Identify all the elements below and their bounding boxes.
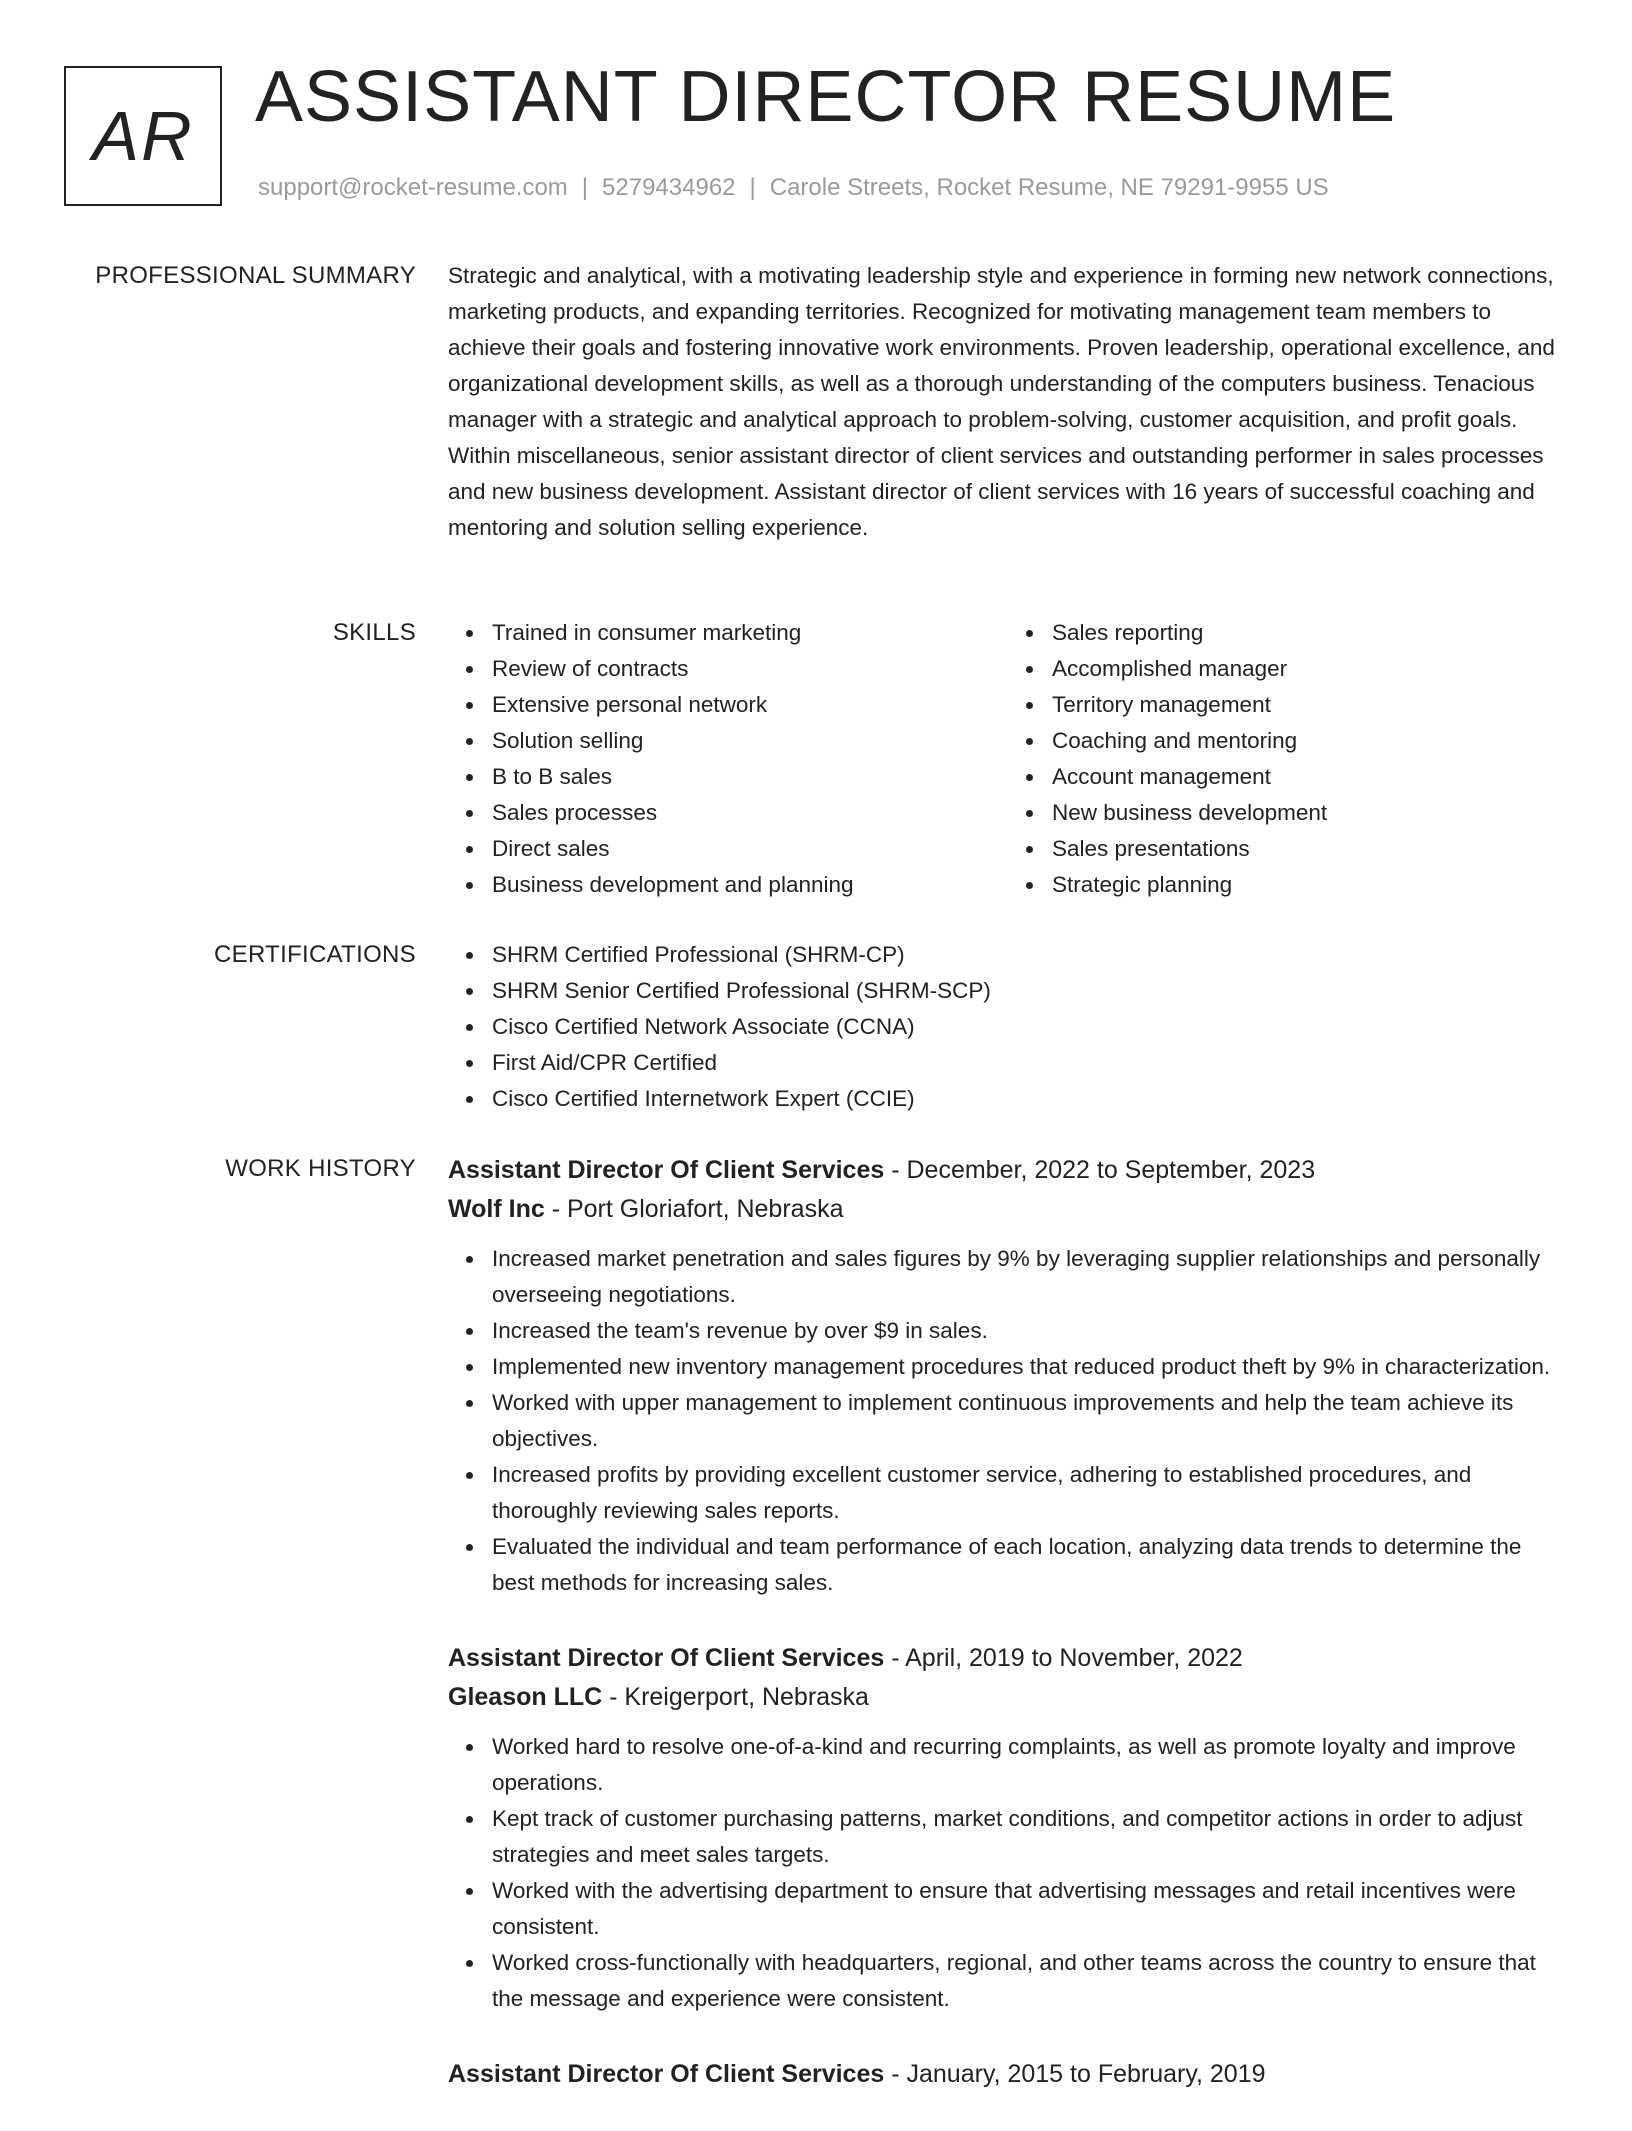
work-history-heading: WORK HISTORY xyxy=(225,1155,416,1182)
skills-heading: SKILLS xyxy=(332,619,416,646)
skill-item: Account management xyxy=(1052,759,1568,795)
certification-item: First Aid/CPR Certified xyxy=(492,1045,1568,1081)
skill-item: Direct sales xyxy=(492,831,1008,867)
skill-item: Sales reporting xyxy=(1052,615,1568,651)
certification-item: SHRM Senior Certified Professional (SHRM-SCP) xyxy=(492,973,1568,1009)
skills-columns xyxy=(448,615,1568,903)
certifications-heading: CERTIFICATIONS xyxy=(214,941,416,968)
monogram-badge xyxy=(64,66,222,206)
skill-item: Extensive personal network xyxy=(492,687,1008,723)
skill-item: Solution selling xyxy=(492,723,1008,759)
job-company-line xyxy=(448,1189,1568,1229)
job-dates: - January, 2015 to February, 2019 xyxy=(884,2060,1266,2088)
job-bullet: Evaluated the individual and team performance of each location, analyzing data trends to determine the best methods for increasing sales. xyxy=(492,1529,1568,1601)
job-bullet: Kept track of customer purchasing patterns, market conditions, and competitor actions in order to adjust strategies and meet sales targets. xyxy=(492,1801,1568,1873)
job-dates: - December, 2022 to September, 2023 xyxy=(884,1156,1316,1184)
job-bullets xyxy=(448,1729,1568,2017)
job-location: - Kreigerport, Nebraska xyxy=(602,1683,869,1711)
job-bullet: Increased the team's revenue by over $9 in sales. xyxy=(492,1313,1568,1349)
job-bullet: Worked hard to resolve one-of-a-kind and recurring complaints, as well as promote loyalty and improve operations. xyxy=(492,1729,1568,1801)
contact-address: Carole Streets, Rocket Resume, NE 79291-9955 US xyxy=(769,174,1329,201)
job-bullet: Worked with upper management to implement continuous improvements and help the team achieve its objectives. xyxy=(492,1385,1568,1457)
job-title: Assistant Director Of Client Services xyxy=(448,1156,885,1184)
skill-item: New business development xyxy=(1052,795,1568,831)
job-title: Assistant Director Of Client Services xyxy=(448,2060,885,2088)
skill-item: Trained in consumer marketing xyxy=(492,615,1008,651)
job-bullet: Increased profits by providing excellent customer service, adhering to established procedures, and thoroughly reviewing sales reports. xyxy=(492,1457,1568,1529)
job-bullet: Implemented new inventory management procedures that reduced product theft by 9% in characterization. xyxy=(492,1349,1568,1385)
skill-item: B to B sales xyxy=(492,759,1008,795)
skill-item: Sales processes xyxy=(492,795,1008,831)
skill-item: Business development and planning xyxy=(492,867,1008,903)
skill-item: Sales presentations xyxy=(1052,831,1568,867)
job-location: - Port Gloriafort, Nebraska xyxy=(544,1195,844,1223)
job-title-line xyxy=(448,2055,1568,2093)
job-title-line xyxy=(448,1639,1568,1677)
monogram-initials: AR xyxy=(92,97,194,175)
job-title-line xyxy=(448,1151,1568,1189)
summary-text: Strategic and analytical, with a motivating leadership style and experience in forming new network connections, marketing products, and expanding territories. Recognized for motivating management team members to achieve their goals and fostering innovative work environments. Proven leadership, operational excellence, and organizational development skills, as well as a thorough understanding of the computers business. Tenacious manager with a strategic and analytical approach to problem-solving, customer acquisition, and profit goals. Within miscellaneous, senior assistant director of client services and outstanding performer in sales processes and new business development. Assistant director of client services with 16 years of successful coaching and mentoring and solution selling experience. xyxy=(448,263,1555,540)
job-entry xyxy=(448,1639,1568,2017)
certifications-body xyxy=(448,937,1568,1117)
job-company: Wolf Inc xyxy=(448,1195,545,1223)
contact-separator: | xyxy=(581,174,589,201)
job-entry xyxy=(448,1151,1568,1601)
certification-item: Cisco Certified Internetwork Expert (CCIE) xyxy=(492,1081,1568,1117)
contact-email[interactable]: support@rocket-resume.com xyxy=(258,174,568,201)
certification-item: SHRM Certified Professional (SHRM-CP) xyxy=(492,937,1568,973)
job-bullet: Increased market penetration and sales figures by 9% by leveraging supplier relationships and personally overseeing negotiations. xyxy=(492,1241,1568,1313)
skills-list-left xyxy=(448,615,1008,903)
job-company: Gleason LLC xyxy=(448,1683,603,1711)
skill-item: Territory management xyxy=(1052,687,1568,723)
certifications-list xyxy=(448,937,1568,1117)
skill-item: Strategic planning xyxy=(1052,867,1568,903)
job-title: Assistant Director Of Client Services xyxy=(448,1644,885,1672)
contact-phone[interactable]: 5279434962 xyxy=(602,174,736,201)
job-bullet: Worked with the advertising department to ensure that advertising messages and retail incentives were consistent. xyxy=(492,1873,1568,1945)
skill-item: Coaching and mentoring xyxy=(1052,723,1568,759)
job-entry xyxy=(448,2055,1568,2093)
skill-item: Review of contracts xyxy=(492,651,1008,687)
work-history-body xyxy=(448,1151,1568,2131)
job-bullet: Worked cross-functionally with headquarters, regional, and other teams across the country to ensure that the message and experience were consistent. xyxy=(492,1945,1568,2017)
certification-item: Cisco Certified Network Associate (CCNA) xyxy=(492,1009,1568,1045)
skills-list-right xyxy=(1008,615,1568,903)
contact-line xyxy=(258,174,1329,202)
skill-item: Accomplished manager xyxy=(1052,651,1568,687)
job-company-line xyxy=(448,1677,1568,1717)
summary-heading: PROFESSIONAL SUMMARY xyxy=(95,262,416,289)
contact-separator: | xyxy=(749,174,756,201)
job-bullets xyxy=(448,1241,1568,1601)
job-dates: - April, 2019 to November, 2022 xyxy=(884,1644,1243,1672)
resume-title: ASSISTANT DIRECTOR RESUME xyxy=(255,57,1397,137)
